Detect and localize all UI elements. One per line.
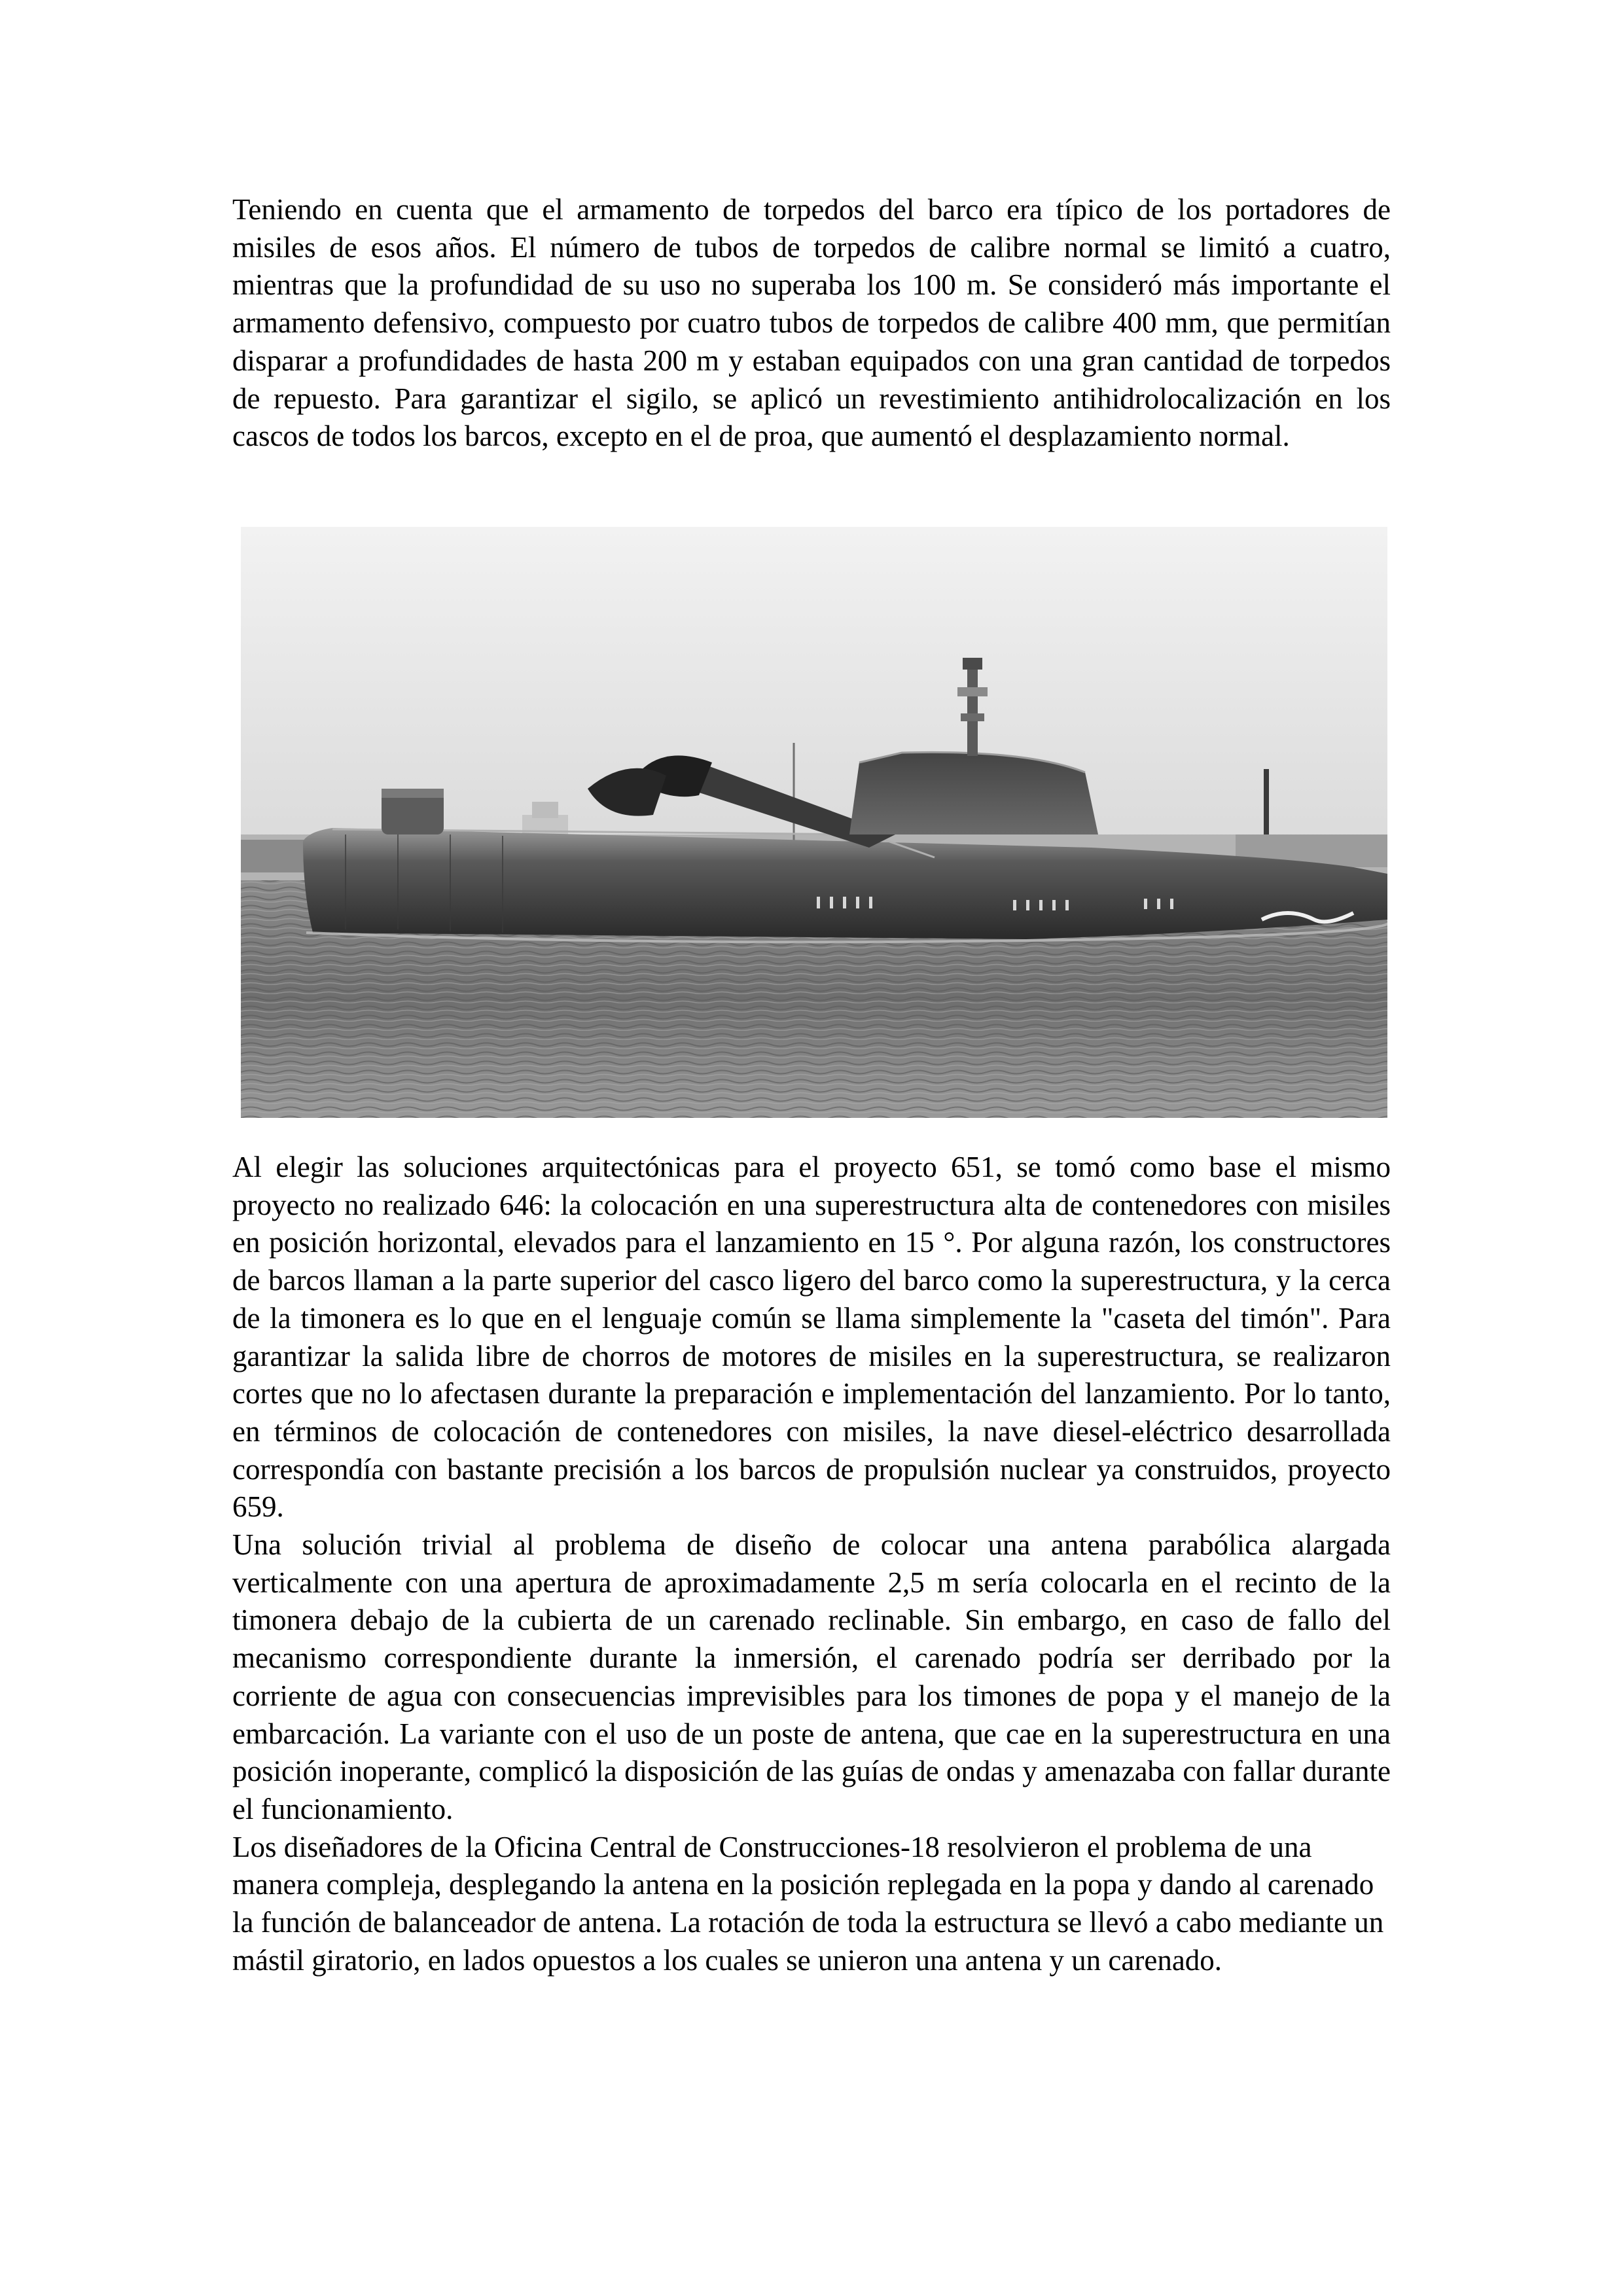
text-block-intro xyxy=(232,191,1391,456)
text-block-architecture xyxy=(232,1149,1391,1979)
paragraph-design-solution: Los diseñadores de la Oficina Central de Construcciones-18 resolvieron el problema de una manera compleja, desplegando la antena en la posición replegada en la popa y dando al carenado la función de balanceador de antena. La rotación de toda la estructura se llevó a cabo mediante un mástil giratorio, en lados opuestos a los cuales se unieron una antena y un carenado. xyxy=(232,1830,1384,1977)
submarine-photo xyxy=(241,527,1387,1118)
paragraph-antenna-problem: Una solución trivial al problema de diseño de colocar una antena parabólica alargada verticalmente con una apertura de aproximadamente 2,5 m sería colocarla en el recinto de la timonera debajo de la cubierta de un carenado reclinable. Sin embargo, en caso de fallo del mecanismo correspondiente durante la inmersión, el carenado podría ser derribado por la corriente de agua con consecuencias imprevisibles para los timones de popa y el manejo de la embarcación. La variante con el uso de un poste de antena, que cae en la superestructura en una posición inoperante, complicó la disposición de las guías de ondas y amenazaba con fallar durante el funcionamiento. xyxy=(232,1528,1391,1825)
paragraph-architectural-solutions: Al elegir las soluciones arquitectónicas para el proyecto 651, se tomó como base el mismo proyecto no realizado 646: la colocación en una superestructura alta de contenedores con misiles en posición horizontal, elevados para el lanzamiento en 15 °. Por alguna razón, los constructores de barcos llaman a la parte superior del casco ligero del barco como la superestructura, y la cerca de la timonera es lo que en el lenguaje común se llama simplemente la "caseta del timón". Para garantizar la salida libre de chorros de motores de misiles en la superestructura, se realizaron cortes que no lo afectasen durante la preparación e implementación del lanzamiento. Por lo tanto, en términos de colocación de contenedores con misiles, la nave diesel-eléctrico desarrollada correspondía con bastante precisión a los barcos de propulsión nuclear ya construidos, proyecto 659. xyxy=(232,1151,1391,1524)
paragraph-torpedo-armament: Teniendo en cuenta que el armamento de torpedos del barco era típico de los portadores de misiles de esos años. El número de tubos de torpedos de calibre normal se limitó a cuatro, mientras que la profundidad de su uso no superaba los 100 m. Se consideró más importante el armamento defensivo, compuesto por cuatro tubos de torpedos de calibre 400 mm, que permitían disparar a profundidades de hasta 200 m y estaban equipados con una gran cantidad de torpedos de repuesto. Para garantizar el sigilo, se aplicó un revestimiento antihidrolocalización en los cascos de todos los barcos, excepto en el de proa, que aumentó el desplazamiento normal. xyxy=(232,193,1391,453)
